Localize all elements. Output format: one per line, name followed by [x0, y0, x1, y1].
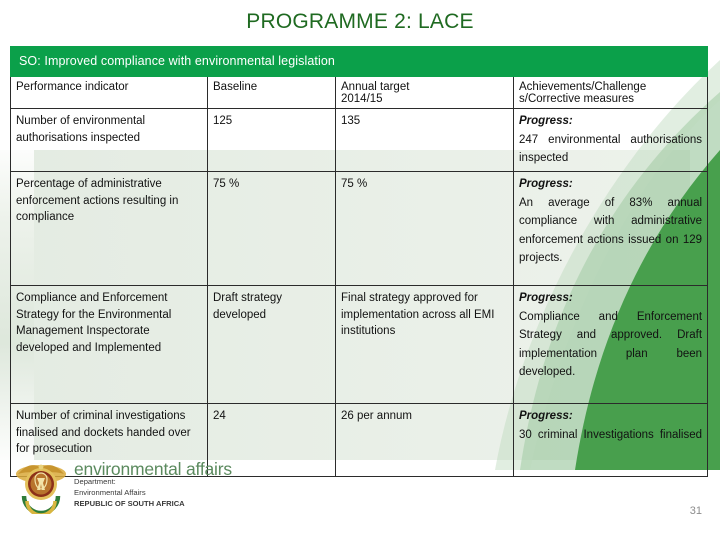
dept-line-3: REPUBLIC OF SOUTH AFRICA [74, 499, 185, 508]
cell-indicator: Number of environmental authorisations inspected [11, 109, 208, 172]
cell-baseline: 125 [208, 109, 336, 172]
table-body [11, 109, 708, 477]
cell-achievements [514, 109, 708, 172]
cell-indicator: Number of criminal investigations finalised and dockets handed over for prosecution [11, 403, 208, 476]
cell-indicator: Compliance and Enforcement Strategy for the Environmental Management Inspectorate developed and Implemented [11, 285, 208, 403]
progress-label: Progress: [519, 115, 573, 127]
column-header-row [11, 77, 708, 109]
column-header-performance-indicator: Performance indicator [11, 77, 208, 109]
department-lines [74, 476, 227, 509]
cell-indicator: Percentage of administrative enforcement actions resulting in compliance [11, 171, 208, 285]
cell-baseline: 75 % [208, 171, 336, 285]
annual-target-line2: 2014/15 [341, 93, 383, 105]
dept-wordmark-overlay: environmental affairs [74, 459, 232, 479]
column-header-annual-target [336, 77, 514, 109]
table-header [11, 47, 708, 109]
annual-target-line1: Annual target [341, 81, 410, 93]
cell-target: 75 % [336, 171, 514, 285]
page-title: PROGRAMME 2: LACE [246, 10, 474, 33]
dept-line-2: Environmental Affairs [74, 488, 146, 497]
cell-achievements [514, 171, 708, 285]
achievements-line1: Achievements/Challenge [519, 81, 647, 93]
cell-achievements [514, 403, 708, 476]
cell-target: 135 [336, 109, 514, 172]
progress-text: 247 environmental authorisations inspected [519, 133, 703, 165]
progress-text: Compliance and Enforcement Strategy and approved. Draft implementation plan been developed. [519, 310, 703, 379]
cell-baseline: 24 [208, 403, 336, 476]
cell-target: 26 per annum [336, 403, 514, 476]
progress-text: 30 criminal Investigations finalised [519, 428, 703, 441]
dept-line-1: Department: [74, 477, 116, 486]
progress-label: Progress: [519, 291, 573, 304]
cell-target: Final strategy approved for implementation across all EMI institutions [336, 285, 514, 403]
table-row [11, 171, 708, 285]
progress-label: Progress: [519, 409, 573, 422]
cell-achievements [514, 285, 708, 403]
coat-of-arms-icon [14, 452, 68, 514]
column-header-baseline: Baseline [208, 77, 336, 109]
column-header-achievements [514, 77, 708, 109]
progress-text: An average of 83% annual compliance with administrative enforcement actions issued on 129 projects. [519, 196, 703, 265]
slide-number: 31 [689, 505, 702, 517]
achievements-line2: s/Corrective measures [519, 93, 635, 105]
cell-baseline: Draft strategy developed [208, 285, 336, 403]
performance-table [10, 46, 708, 477]
strategic-objective-banner: SO: Improved compliance with environmental legislation [11, 47, 708, 77]
table-row [11, 285, 708, 403]
progress-label: Progress: [519, 177, 573, 190]
strategic-objective-row [11, 47, 708, 77]
table-row [11, 109, 708, 172]
